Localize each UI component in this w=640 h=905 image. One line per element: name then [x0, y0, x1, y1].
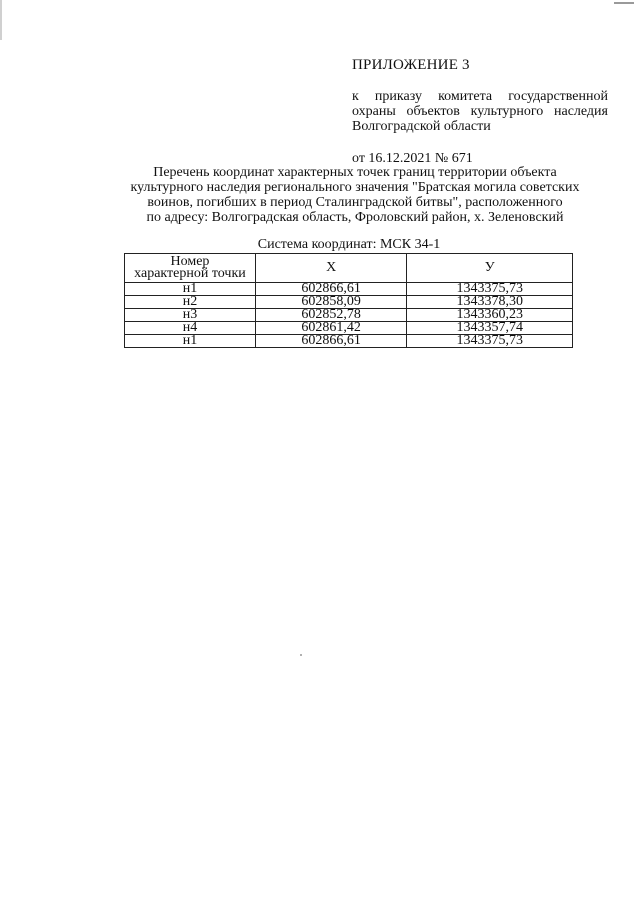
- cell-y: 1343357,74: [407, 322, 573, 335]
- cell-x: 602861,42: [255, 322, 406, 335]
- cell-point: н2: [125, 296, 256, 309]
- header-y: У: [407, 254, 573, 283]
- appendix-date-number: от 16.12.2021 № 671: [352, 151, 473, 166]
- appendix-block: [352, 58, 608, 166]
- header-x: X: [255, 254, 406, 283]
- cell-y: 1343375,73: [407, 335, 573, 348]
- heading-line: воинов, погибших в период Сталинградской битвы", расположенного: [147, 195, 563, 210]
- cell-y: 1343378,30: [407, 296, 573, 309]
- cell-point: н1: [125, 335, 256, 348]
- cell-x: 602866,61: [255, 335, 406, 348]
- coordinate-system-caption: Система координат: МСК 34-1: [257, 237, 441, 252]
- cell-x: 602852,78: [255, 309, 406, 322]
- cell-y: 1343375,73: [407, 283, 573, 296]
- scan-speck: [300, 654, 302, 656]
- heading-line: Перечень координат характерных точек границ территории объекта: [153, 165, 557, 180]
- document-heading: [100, 165, 610, 225]
- cell-point: н1: [125, 283, 256, 296]
- cell-y: 1343360,23: [407, 309, 573, 322]
- appendix-title: ПРИЛОЖЕНИЕ 3: [352, 57, 470, 73]
- coordinates-table: [124, 253, 573, 348]
- cell-point: н4: [125, 322, 256, 335]
- corner-mark: [614, 2, 634, 4]
- appendix-order-reference: к приказу комитета государственной охраны объектов культурного наследия Волгоградской области: [352, 89, 608, 134]
- header-point-line2: характерной точки: [134, 266, 246, 281]
- scan-edge-mark: [0, 0, 2, 40]
- table-row: [125, 335, 573, 348]
- cell-point: н3: [125, 309, 256, 322]
- heading-line: по адресу: Волгоградская область, Фроловский район, х. Зеленовский: [146, 210, 564, 225]
- cell-x: 602866,61: [255, 283, 406, 296]
- table-header-row: [125, 254, 573, 283]
- header-point-line1: Номер: [170, 254, 210, 269]
- header-point-number: [125, 254, 256, 283]
- cell-x: 602858,09: [255, 296, 406, 309]
- heading-line: культурного наследия регионального значения "Братская могила советских: [130, 180, 580, 195]
